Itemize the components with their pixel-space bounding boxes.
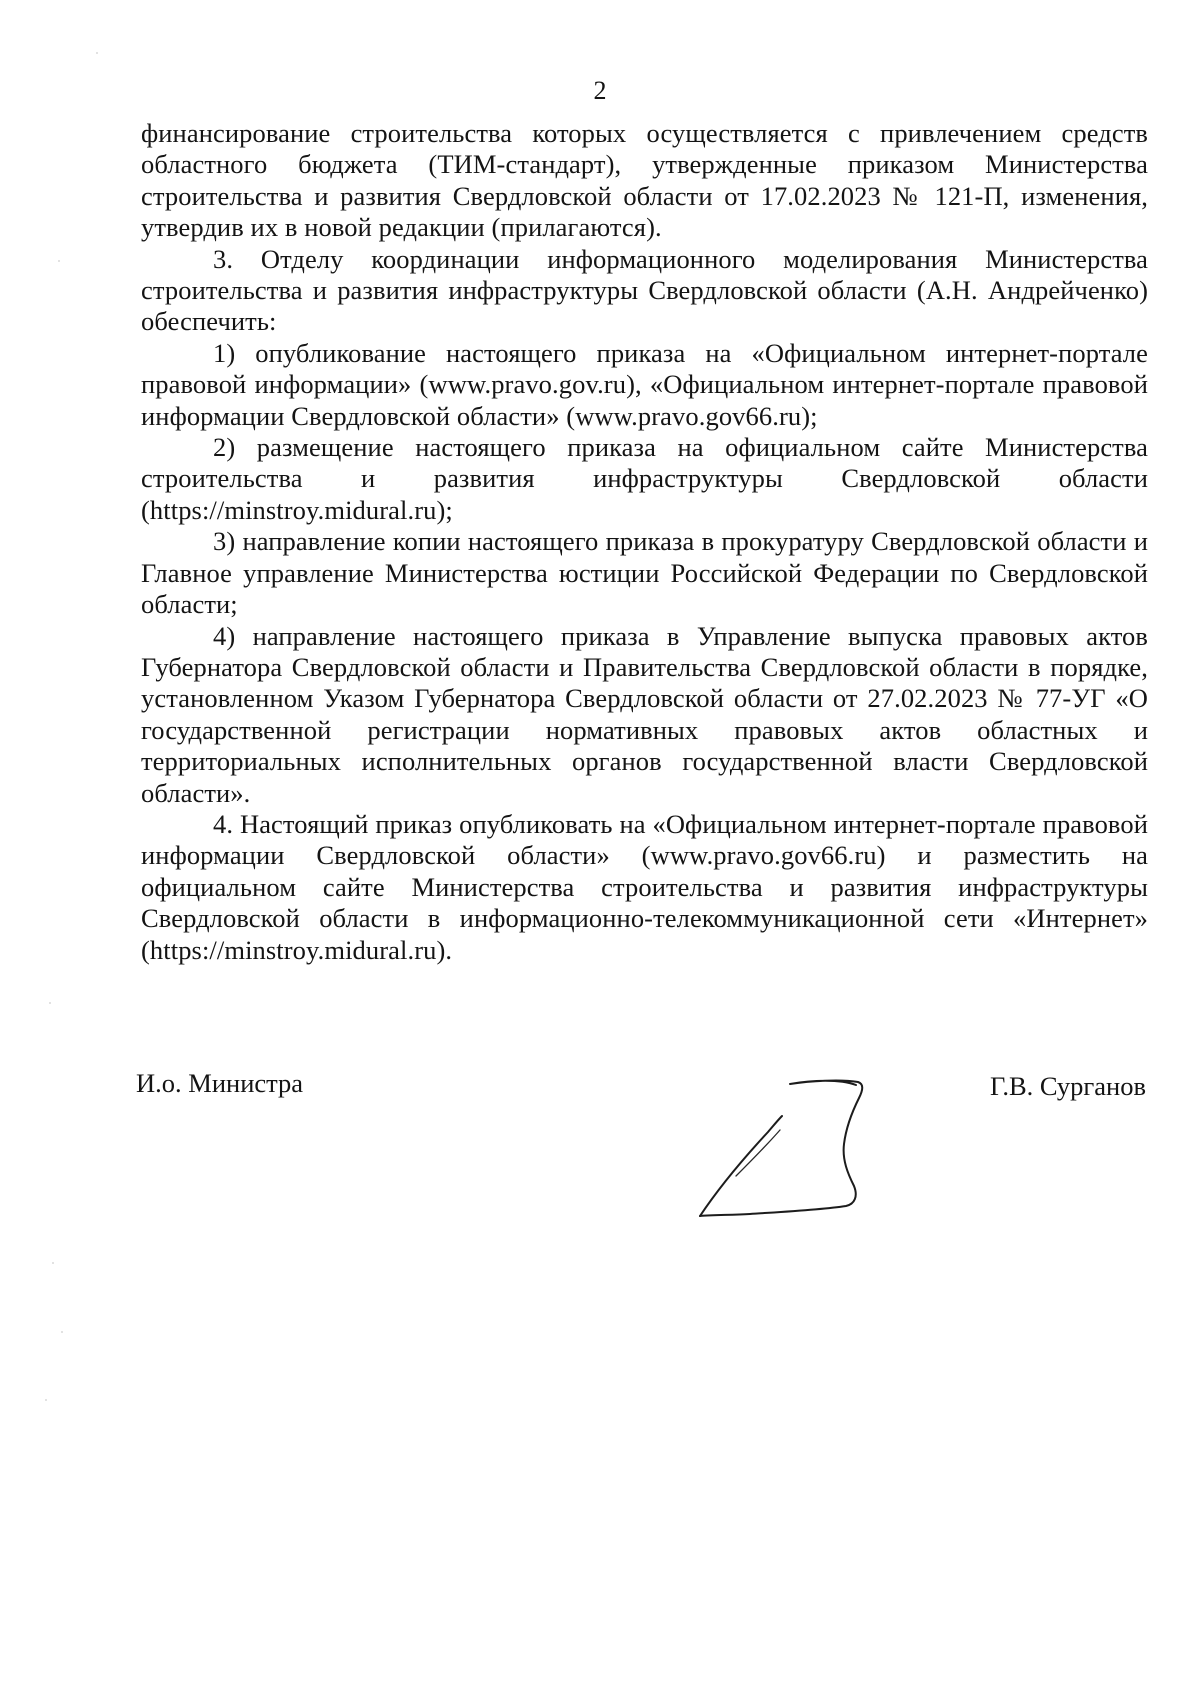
paragraph-subitem-1: 1) опубликование настоящего приказа на «Официальном интернет-портале правовой информации» (www.pravo.gov.ru), «Официальном интернет-портале правовой информации Свердловской области» (www.pravo.gov66.ru); bbox=[141, 337, 1148, 431]
scan-speck bbox=[45, 1399, 47, 1401]
paragraph-continuation: финансирование строительства которых осуществляется с привлечением средств областного бюджета (ТИМ-стандарт), утвержденные приказом Министерства строительства и развития Свердловской области от 17.02.2023 № 121-П, изменения, утвердив их в новой редакции (прилагаются). bbox=[141, 118, 1148, 243]
paragraph-item-4: 4. Настоящий приказ опубликовать на «Официальном интернет-портале правовой информации Свердловской области» (www.pravo.gov66.ru) и разместить на официальном сайте Министерства строительства и развития инфраструктуры Свердловской области в информационно-телекоммуникационной сети «Интернет» (https://minstroy.midural.ru). bbox=[141, 808, 1148, 965]
signer-title: И.о. Министра bbox=[136, 1068, 304, 1098]
paragraph-subitem-4: 4) направление настоящего приказа в Управление выпуска правовых актов Губернатора Свердловской области и Правительства Свердловской области в порядке, установленном Указом Губернатора Свердловской области от 27.02.2023 № 77-УГ «О государственной регистрации нормативных правовых актов областных и территориальных исполнительных органов государственной власти Свердловской области». bbox=[141, 620, 1148, 808]
page-number: 2 bbox=[593, 76, 607, 105]
document-body bbox=[141, 118, 1148, 966]
scan-speck bbox=[58, 260, 60, 262]
handwritten-signature bbox=[680, 1076, 940, 1236]
paragraph-subitem-3: 3) направление копии настоящего приказа в прокуратуру Свердловской области и Главное управление Министерства юстиции Российской Федерации по Свердловской области; bbox=[141, 526, 1148, 620]
signer-name: Г.В. Сурганов bbox=[990, 1071, 1146, 1101]
scan-speck bbox=[52, 1262, 54, 1264]
paragraph-subitem-2: 2) размещение настоящего приказа на официальном сайте Министерства строительства и развития инфраструктуры Свердловской области (https://minstroy.midural.ru); bbox=[141, 432, 1148, 525]
paragraph-item-3: 3. Отделу координации информационного моделирования Министерства строительства и развития инфраструктуры Свердловской области (А.Н. Андрейченко) обеспечить: bbox=[141, 243, 1148, 337]
scan-speck bbox=[96, 52, 98, 54]
scan-speck bbox=[61, 1331, 63, 1333]
scan-speck bbox=[49, 1002, 51, 1004]
